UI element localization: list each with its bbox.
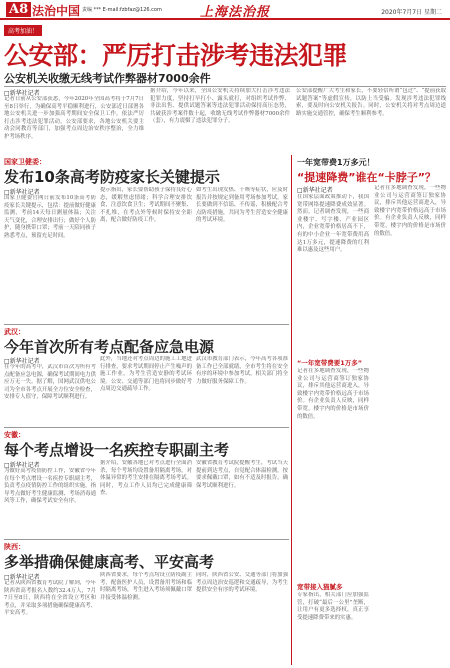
sidebar-column-4: 记者在多地调查发现，一些物业公司与运营商签订独家协议，排斥其他运营商进入，导致楼宇内宽带价格远高于市场价。有企业负责人反映，同样带宽，楼宇内的价格是市场价的数倍。 bbox=[374, 185, 446, 237]
page-number: A8 bbox=[6, 2, 31, 17]
story4-column-3: 安徽省教育考试院提醒考生，考试当天提前到达考点，自觉配合体温检测，按要求佩戴口罩，如有不适及时报告，确保考试顺利进行。 bbox=[196, 460, 288, 489]
story4-column-2: 据介绍，安徽各地已对考点进行全面消杀，每个考场均设置备用隔离考场，对体温异常的考生安排在隔离考场考试。同时，考点工作人员均已完成健康筛查。 bbox=[100, 460, 192, 497]
lead-tag: 高考加油！ bbox=[4, 25, 42, 36]
story2-byline: □新华社记者 bbox=[4, 189, 40, 196]
story4-headline: 每个考点增设一名疾控专职副主考 bbox=[4, 441, 230, 459]
sidebar-column-3: 专家指出，相关部门应加强监管，打破“最后一公里”垄断，让用户有更多选择权，真正享受提速降费带来的实惠。 bbox=[297, 592, 369, 621]
divider bbox=[4, 324, 289, 325]
story3-column-2: 此外，当地还对考点周边的施工工地进行排查，要求考试期间停止产生噪声的施工作业，为考生营造安静的考试环境。公安、交通等部门也将同步做好考点周边交通疏导工作。 bbox=[100, 356, 192, 393]
story4-kicker: 安徽： bbox=[4, 431, 25, 439]
story2-column-1: 国家卫健委官网日前发布10条高考防疫家长关键提示，包括：提前做好健康监测，考前14天每日测量体温；关注天气变化，合理安排出行；做好个人防护，随身携带口罩；考前一天陪同孩子熟悉考点，预留充足时间。 bbox=[4, 195, 96, 239]
lead-subheadline: 公安机关收缴无线考试作弊器材7000余件 bbox=[4, 72, 211, 85]
sidebar-column-2: 记者在多地调查发现，一些物业公司与运营商签订独家协议，排斥其他运营商进入，导致楼宇内宽带价格远高于市场价。有企业负责人反映，同样带宽，楼宇内的价格是市场价的数倍。 bbox=[297, 368, 369, 420]
story3-column-3: 武汉市教育部门表示，今年高考各项准备工作已全部就绪，全市考生将在安全有序的环境中参加考试，相关部门将全力做好服务保障工作。 bbox=[196, 356, 288, 385]
masthead-logo: 上海法治报 bbox=[200, 5, 271, 20]
story4-column-1: 为做好高考疫情防控工作，安徽省今年在每个考点增设一名疾控专职副主考，负责考点疫情防控工作的组织实施，指导考点做好考生健康监测、考场消毒通风等工作，确保考试安全有序。 bbox=[4, 468, 96, 505]
story4-byline: □新华社记者 bbox=[4, 462, 40, 469]
story3-headline: 今年首次所有考点配备应急电源 bbox=[4, 338, 215, 356]
lead-byline: □新华社记者 bbox=[4, 90, 40, 97]
story2-column-3: 如考生出现发热、干咳等症状，应及时报告并按规定到备用考场参加考试。家长要做到不信谣、不传谣，积极配合考点防疫措施，共同为考生营造安全健康的考试环境。 bbox=[196, 187, 288, 224]
story2-kicker: 国家卫健委： bbox=[4, 158, 46, 166]
story3-column-1: 在今年的高考中，武汉市首次为所有考点配备应急电源，确保考试期间电力供应万无一失。据了解，国网武汉供电公司为全市各考点开展全方位安全检查，安排专人值守，保障考试顺利进行。 bbox=[4, 364, 96, 401]
sidebar-kicker: 一年宽带费1万多元！ bbox=[297, 158, 375, 167]
story2-headline: 发布10条高考防疫家长关键提示 bbox=[4, 168, 220, 186]
sidebar-subhead-2: 宽带接入猫腻多 bbox=[297, 583, 343, 591]
story5-column-3: 同时，陕西省公安、交通等部门将加强考点周边治安巡逻和交通疏导，为考生提供安全有序的考试环境。 bbox=[196, 572, 288, 594]
story3-byline: □新华社记者 bbox=[4, 358, 40, 365]
lead-column-3: 公安部提醒广大考生和家长，不要轻信所谓“包过”、“提前获取试题答案”等虚假宣传，以防上当受骗。发现涉考违法犯罪线索，要及时向公安机关报告。同时，公安机关将对考点周边道路实施交通管控，确保考生顺利参考。 bbox=[296, 88, 446, 117]
issue-date: 2020年7月7日 星期二 bbox=[381, 9, 442, 16]
sidebar-column-1: 在国家层面政策推动下，我国宽带网络提速降费成效显著。然而，记者调查发现，一些商业楼宇、写字楼、产业园区内，企业宽带价格居高不下，有的中小企业一年宽带费用高达1万多元，提速降费的红利难以惠及这些用户。 bbox=[297, 194, 369, 254]
story3-kicker: 武汉： bbox=[4, 328, 25, 336]
sidebar-headline: “提速降费”谁在“卡脖子”？ bbox=[297, 171, 436, 184]
divider bbox=[4, 86, 446, 87]
story2-column-2: 提示指出，家长要帮助孩子保持良好心态，缓解焦虑情绪；科学合理安排饮食，注意饮食卫生；考试期间不聚集、不扎堆，在考点外等候时保持安全距离，配合做好防疫工作。 bbox=[100, 187, 192, 224]
editor-line: 责编 *** E-mail:fzbfaz@126.com bbox=[82, 7, 162, 13]
story5-column-1: 记者从陕西省教育考试院了解到，今年陕西省高考报名人数约32.4万人，7月7日至8日，陕西将在全省设立考区和考点，并采取多项措施确保健康高考、平安高考。 bbox=[4, 580, 96, 617]
lead-headline: 公安部：严厉打击涉考违法犯罪 bbox=[4, 41, 348, 70]
sidebar-byline: □新华社记者 bbox=[297, 187, 333, 194]
story5-byline: □新华社记者 bbox=[4, 574, 40, 581]
divider bbox=[4, 427, 289, 428]
lead-column-2: 据介绍，今年以来，全国公安机关持续加大打击涉考违法犯罪力度，坚持打早打小、露头就打，对组织考试作弊、非法出售、提供试题答案等违法犯罪活动保持高压态势，共破获涉考案件数十起，收缴无线考试作弊器材7000余件（套），有力震慑了违法犯罪分子。 bbox=[150, 88, 290, 125]
story5-headline: 多举措确保健康高考、平安高考 bbox=[4, 553, 215, 571]
sidebar-subhead-1: “一年宽带费要1万多” bbox=[297, 359, 363, 367]
divider bbox=[4, 539, 289, 540]
page-header bbox=[0, 0, 450, 20]
story5-kicker: 陕西： bbox=[4, 543, 25, 551]
section-name: 法治中国 bbox=[32, 4, 81, 18]
lead-column-1: 记者日前从公安部获悉，今年2020年全国高考将于7月7日至8日举行，为确保高考平稳顺利进行，公安部近日部署各地公安机关进一步加强高考期间安全保卫工作，依法严厉打击涉考违法犯罪活动。公安部要求，各地公安机关要主动会同教育等部门，加强考点周边治安秩序整治，全力维护考场秩序。 bbox=[4, 96, 144, 140]
story5-column-2: 陕西省要求，每个考点均设立防疫副主考，配备医护人员，设置备用考场和临时隔离考场，考生进入考场须佩戴口罩并接受体温检测。 bbox=[100, 572, 192, 601]
